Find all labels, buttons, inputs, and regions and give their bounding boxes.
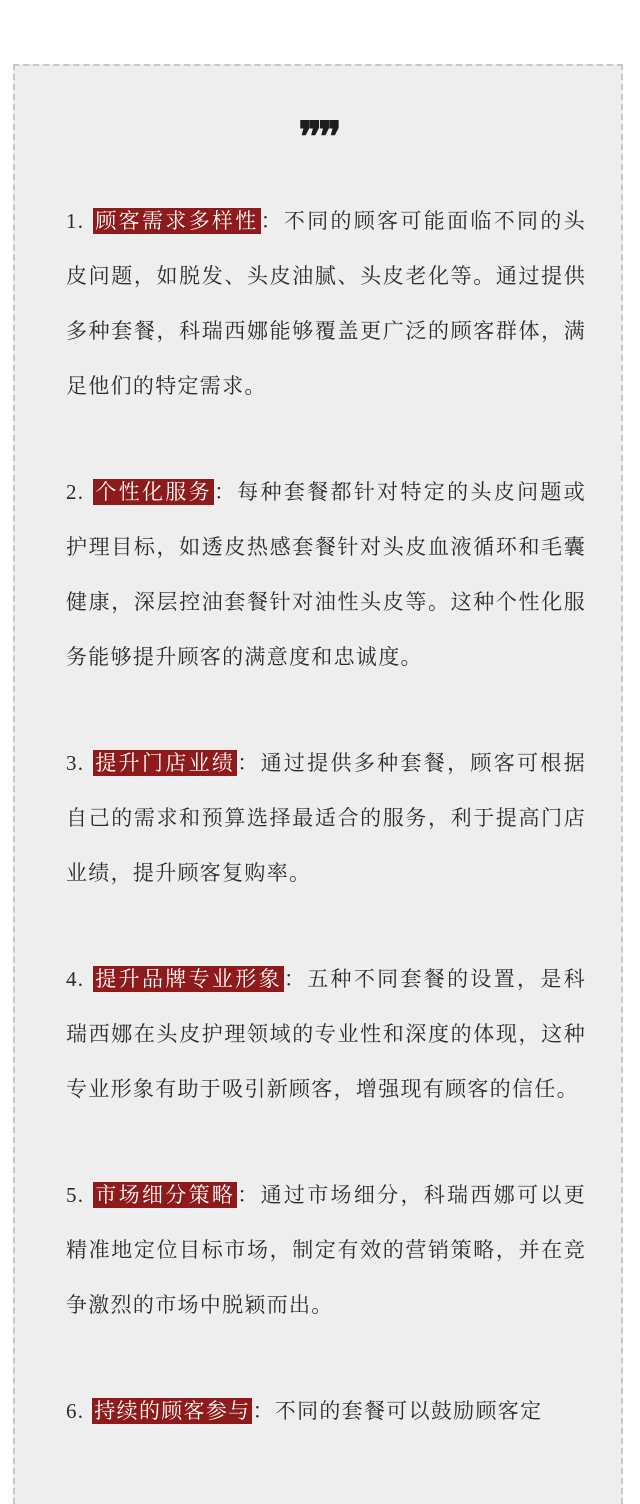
item-number: 5.: [66, 1183, 85, 1207]
list-item: [66, 1168, 586, 1333]
item-text: 五种不同套餐的设置，是科瑞西娜在头皮护理领域的专业性和深度的体现，这种专业形象有助于吸引新顾客，增强现有顾客的信任。: [66, 967, 586, 1101]
list-item: [66, 736, 586, 901]
item-highlight-title: 提升门店业绩: [95, 751, 236, 775]
item-number: 6.: [66, 1399, 85, 1423]
item-separator: ：: [260, 209, 284, 233]
quote-mark-icon: ❞❞: [298, 120, 338, 156]
item-highlight-title: 顾客需求多样性: [95, 209, 259, 233]
item-highlight-title: 持续的顾客参与: [94, 1399, 251, 1423]
item-separator: ：: [237, 751, 261, 775]
item-highlight-title: 提升品牌专业形象: [95, 967, 282, 991]
item-highlight-title: 市场细分策略: [95, 1183, 236, 1207]
item-text: 每种套餐都针对特定的头皮问题或护理目标，如透皮热感套餐针对头皮血液循环和毛囊健康，深层控油套餐针对油性头皮等。这种个性化服务能够提升顾客的满意度和忠诚度。: [66, 480, 587, 669]
item-text: 通过提供多种套餐，顾客可根据自己的需求和预算选择最适合的服务，利于提高门店业绩，提升顾客复购率。: [66, 751, 586, 885]
item-number: 3.: [66, 751, 85, 775]
list-item: [66, 1384, 586, 1439]
item-number: 1.: [66, 209, 85, 233]
item-text: 不同的顾客可能面临不同的头皮问题，如脱发、头皮油腻、头皮老化等。通过提供多种套餐，科瑞西娜能够覆盖更广泛的顾客群体，满足他们的特定需求。: [66, 209, 586, 398]
item-separator: ：: [213, 480, 238, 504]
item-number: 4.: [66, 967, 85, 991]
item-highlight-title: 个性化服务: [95, 480, 212, 504]
item-text: 不同的套餐可以鼓励顾客定: [274, 1399, 543, 1423]
item-separator: ：: [283, 967, 308, 991]
item-separator: ：: [252, 1399, 275, 1423]
list-item: [66, 465, 586, 685]
list-item: [66, 194, 586, 414]
quote-card: [13, 64, 623, 1504]
item-number: 2.: [66, 480, 85, 504]
item-text: 通过市场细分，科瑞西娜可以更精准地定位目标市场，制定有效的营销策略，并在竞争激烈的市场中脱颖而出。: [66, 1183, 586, 1317]
item-separator: ：: [237, 1183, 261, 1207]
list-item: [66, 952, 586, 1117]
benefit-list: [66, 194, 586, 1490]
